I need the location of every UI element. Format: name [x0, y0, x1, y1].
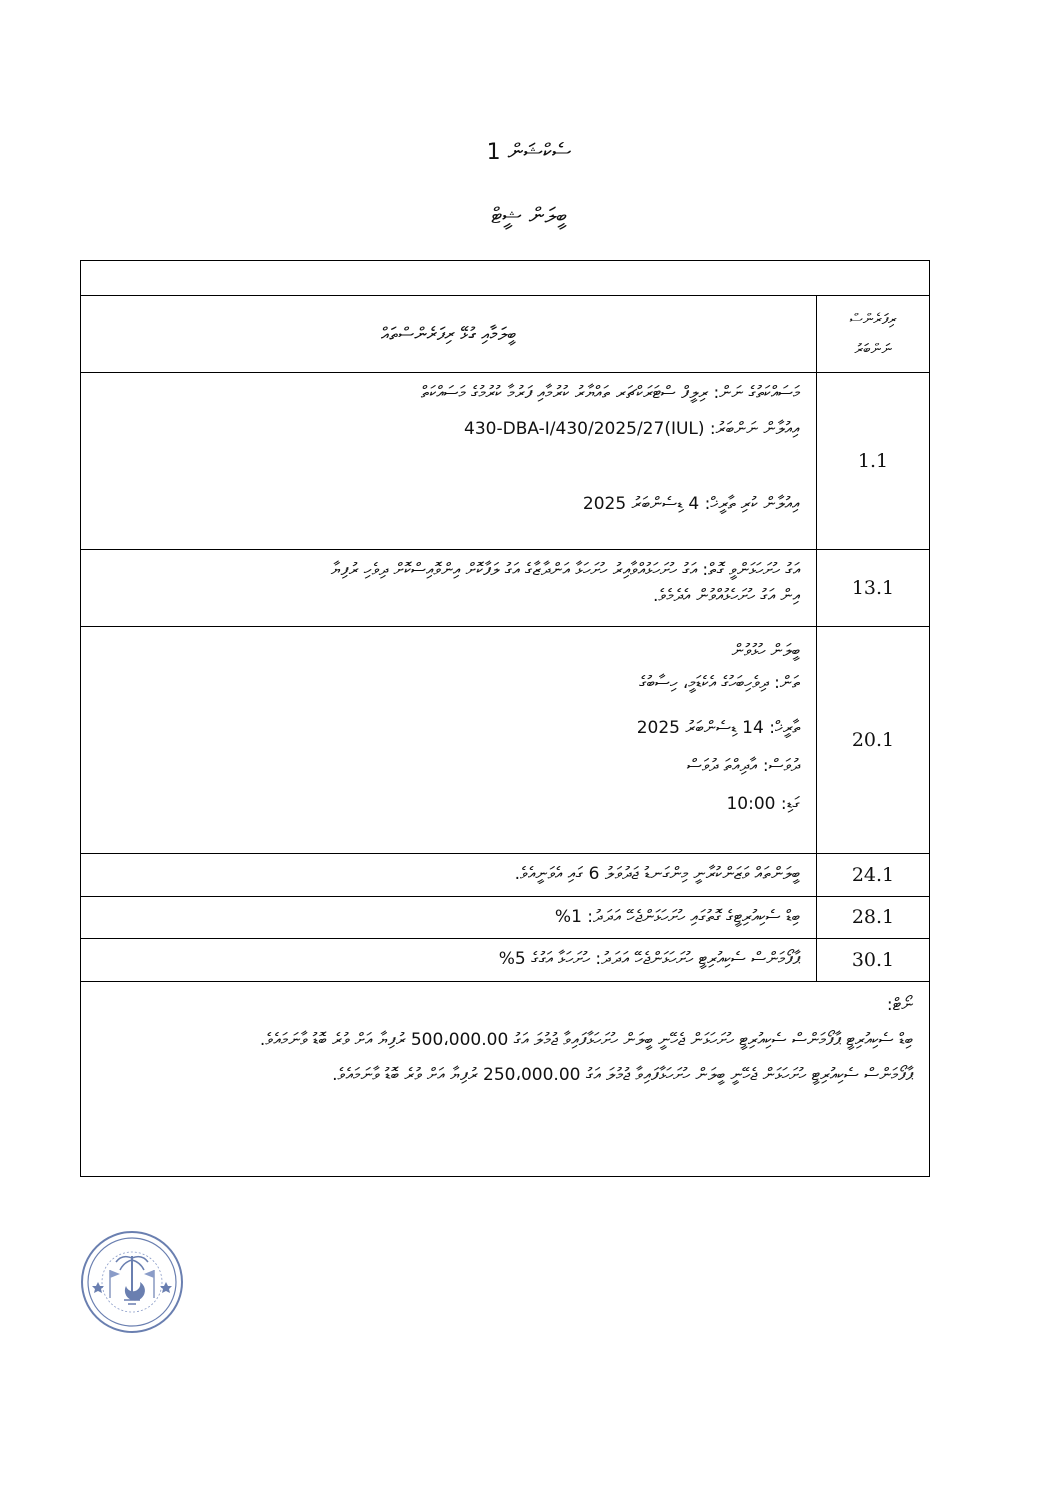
reference-header-line2: ނަންބަރު	[854, 340, 892, 358]
note-cell	[81, 981, 930, 1176]
table-row	[81, 550, 930, 627]
row-line: އިއުލާން ކުރި ތާރީޚް: 4 ޑިސެންބަރު 2025	[582, 494, 800, 514]
row-ref-number: 30.1	[817, 939, 930, 982]
row-details	[81, 627, 817, 854]
top-empty-cell	[81, 261, 930, 296]
table-row	[81, 896, 930, 939]
row-line: އިން އަގު ހުށަހެޅުއްވުން އެދެމެވެ.	[652, 585, 800, 606]
row-ref-number: 13.1	[817, 550, 930, 627]
table-top-row	[81, 261, 930, 296]
note-row	[81, 981, 930, 1176]
page-subtitle: ބީލަން ޝީޓް	[491, 204, 567, 229]
bid-sheet-table	[80, 260, 930, 1177]
row-details	[81, 373, 817, 550]
row-line: އަގު ހުށަހަޅަންވީ ގޮތް: އަގު ހުށަހަޅުއްވާއިރު ހުށަހަޅާ އަންދާޒާގެ އަގު ލަފާކޮށް އިންވޮއިސްކޮށް ދިވެހި ރުފިޔާ	[330, 560, 800, 580]
row-line: ދުވަސް: އާދިއްތަ ދުވަސް	[686, 755, 800, 776]
row-line: މަސައްކަތުގެ ނަން: ރިލީފް ސްޓަރަކްޗަރ ތައްޔާރު ކުރުމާއި ފަރުމާ ކުރުމުގެ މަސައްކަތް	[420, 383, 800, 403]
row-details	[81, 854, 817, 897]
note-paragraph: ޕާފޯމަންސް ސެކިއުރިޓީ ހުށަހަޅަން ޖެހޭނީ ބީލަން ހުށަހަޅާފައިވާ ޖުމުލަ އަގު 250،000.00 ރުފިޔާ އަށް ވުރެ ބޮޑު ވާނަމައެވެ.	[332, 1065, 913, 1086]
row-line: ތަން: ދިވެހިބަހުގެ އެކެޑަމީ، ހިސާބުގެ	[639, 673, 800, 694]
note-label: ނޯޓް:	[886, 994, 913, 1015]
row-ref-number: 24.1	[817, 854, 930, 897]
table-header-row	[81, 296, 930, 373]
row-line: ބީލަންތައް ވަޒަންކުރާނީ މިންގަނޑު ޖަދުވަލު 6 ގައި އެވަނީއެވެ.	[514, 864, 800, 884]
table-row	[81, 627, 930, 854]
row-line: ބިޑް ސެކިއުރިޓީގެ ގޮތުގައި ހުށަހަޅަންޖެހޭ އަދަދު: 1%	[554, 906, 800, 927]
reference-header-line1: ރިފަރެންސް	[849, 310, 897, 328]
row-line: ޕާފޯމަންސް ސެކިއުރިޓީ ހުށަހަޅަންޖެހޭ އަދަދު: ހުށަހަޅާ އަގުގެ 5%	[498, 949, 800, 969]
row-line: ގަޑި: 10:00	[726, 794, 800, 815]
row-line: ތާރީޚް: 14 ޑިސެންބަރު 2025	[636, 717, 800, 738]
row-details	[81, 939, 817, 982]
row-line	[95, 442, 800, 482]
table-row	[81, 939, 930, 982]
table-row	[81, 373, 930, 550]
row-line: ބީލަން ހުޅުވުން	[731, 641, 800, 661]
details-header: ބީލަމާއި ގުޅޭ ރިފަރެންސްތައް	[81, 296, 817, 373]
row-details	[81, 896, 817, 939]
row-ref-number: 28.1	[817, 896, 930, 939]
section-title: ސެކްޝަން 1	[486, 140, 572, 165]
table-row	[81, 854, 930, 897]
row-details	[81, 550, 817, 627]
reference-header	[817, 296, 930, 373]
row-ref-number: 20.1	[817, 627, 930, 854]
government-seal-icon	[80, 1230, 184, 1334]
row-ref-number: 1.1	[817, 373, 930, 550]
row-line: އިއުލާން ނަންބަރު: (IUL)430-DBA-I/430/2025/27	[464, 418, 800, 439]
note-paragraph: ބިޑް ސެކިއުރިޓީ ޕާފޯމަންސް ސެކިއުރިޓީ ހުށަހަޅަން ޖެހޭނީ ބީލަން ހުށަހަޅާފައިވާ ޖުމުލަ އަގު 500،000.00 ރުފިޔާ އަށް ވުރެ ބޮޑު ވާނަމައެވެ.	[259, 1029, 913, 1050]
